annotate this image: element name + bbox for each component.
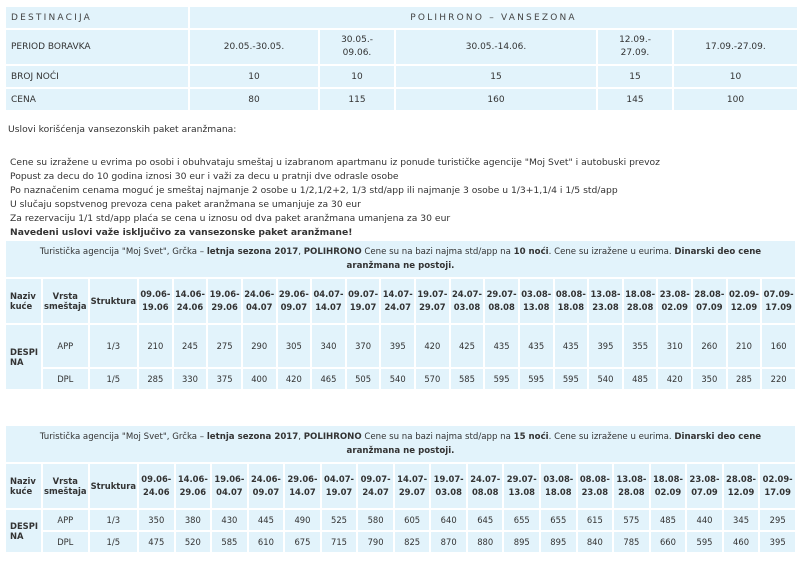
period-header: 29.07-13.08 bbox=[504, 464, 539, 508]
price-cell: 870 bbox=[431, 532, 466, 552]
price-cell: 505 bbox=[347, 369, 380, 389]
price-cell: 440 bbox=[687, 510, 722, 530]
price-cell: 210 bbox=[139, 325, 172, 367]
period-header: 04.07-19.07 bbox=[322, 464, 357, 508]
price-cell: 655 bbox=[541, 510, 576, 530]
period-header: 19.06-29.06 bbox=[208, 279, 241, 323]
period-header: 14.06-29.06 bbox=[176, 464, 211, 508]
caption-part: Turistička agencija "Moj Svet", Grčka – bbox=[39, 247, 207, 257]
price-row bbox=[6, 369, 795, 389]
price-cell: 640 bbox=[431, 510, 466, 530]
caption-part: 10 noći bbox=[513, 247, 549, 257]
period-header: 08.08-18.08 bbox=[555, 279, 588, 323]
price-cell: 595 bbox=[485, 369, 518, 389]
price-cell: 210 bbox=[728, 325, 761, 367]
price-cell: 895 bbox=[504, 532, 539, 552]
structure: 1/5 bbox=[90, 369, 137, 389]
period-header: 24.07-03.08 bbox=[451, 279, 484, 323]
price-cell: 570 bbox=[416, 369, 449, 389]
price-cell: 645 bbox=[468, 510, 503, 530]
table-caption bbox=[6, 426, 795, 462]
price-row bbox=[6, 89, 797, 110]
price-cell: 220 bbox=[762, 369, 795, 389]
price-cell: 420 bbox=[658, 369, 691, 389]
price-cell: 160 bbox=[396, 89, 596, 110]
price-cell: 245 bbox=[174, 325, 207, 367]
period-header: 03.08-18.08 bbox=[541, 464, 576, 508]
period-header: 18.08-28.08 bbox=[624, 279, 657, 323]
price-cell: 100 bbox=[674, 89, 797, 110]
price-cell: 435 bbox=[555, 325, 588, 367]
price-table-15-nights bbox=[4, 424, 797, 554]
price-cell: 785 bbox=[614, 532, 649, 552]
period-header: 14.07-29.07 bbox=[395, 464, 430, 508]
price-cell: 370 bbox=[347, 325, 380, 367]
period-header: 29.06-14.07 bbox=[285, 464, 320, 508]
caption-part: letnja sezona 2017 bbox=[206, 432, 299, 442]
price-table-10-nights bbox=[4, 239, 797, 391]
price-cell: 345 bbox=[724, 510, 759, 530]
price-cell: 580 bbox=[358, 510, 393, 530]
price-cell: 615 bbox=[578, 510, 613, 530]
price-cell: 350 bbox=[139, 510, 174, 530]
price-cell: 160 bbox=[762, 325, 795, 367]
conditions-section bbox=[8, 124, 660, 240]
price-cell: 420 bbox=[278, 369, 311, 389]
price-cell: 585 bbox=[451, 369, 484, 389]
price-cell: 425 bbox=[451, 325, 484, 367]
period-header: 09.07-24.07 bbox=[358, 464, 393, 508]
price-cell: 400 bbox=[243, 369, 276, 389]
accommodation-type: APP bbox=[43, 510, 88, 530]
price-cell: 540 bbox=[589, 369, 622, 389]
condition-item: U slučaju sopstvenog prevoza cena paket aranžmana se umanjuje za 30 eur bbox=[10, 199, 361, 210]
price-cell: 260 bbox=[693, 325, 726, 367]
house-name: DESPINA bbox=[6, 325, 41, 389]
period-header: 24.06-04.07 bbox=[243, 279, 276, 323]
price-cell: 285 bbox=[139, 369, 172, 389]
price-cell: 655 bbox=[504, 510, 539, 530]
price-cell: 840 bbox=[578, 532, 613, 552]
period-cell: 30.05.- 09.06. bbox=[320, 30, 394, 64]
price-cell: 420 bbox=[416, 325, 449, 367]
structure: 1/5 bbox=[90, 532, 137, 552]
price-cell: 540 bbox=[381, 369, 414, 389]
price-cell: 375 bbox=[208, 369, 241, 389]
period-header: 13.08-28.08 bbox=[614, 464, 649, 508]
price-cell: 790 bbox=[358, 532, 393, 552]
caption-part: Cene su na bazi najma std/app na bbox=[361, 432, 514, 442]
period-header: 19.07-03.08 bbox=[431, 464, 466, 508]
nights-cell: 15 bbox=[396, 66, 596, 87]
period-header: 19.06-04.07 bbox=[212, 464, 247, 508]
period-header: 14.06-24.06 bbox=[174, 279, 207, 323]
price-cell: 880 bbox=[468, 532, 503, 552]
price-cell: 825 bbox=[395, 532, 430, 552]
accommodation-type: DPL bbox=[43, 532, 88, 552]
col-structure: Struktura bbox=[90, 279, 137, 323]
period-header: 24.06-09.07 bbox=[249, 464, 284, 508]
caption-part: . Cene su izražene u eurima. bbox=[548, 432, 675, 442]
period-header: 07.09-17.09 bbox=[762, 279, 795, 323]
price-cell: 350 bbox=[693, 369, 726, 389]
price-cell: 485 bbox=[651, 510, 686, 530]
period-header: 09.07-19.07 bbox=[347, 279, 380, 323]
price-cell: 475 bbox=[139, 532, 174, 552]
caption-part: , bbox=[298, 432, 304, 442]
price-cell: 80 bbox=[190, 89, 318, 110]
caption-row bbox=[6, 241, 795, 277]
season-summary-table bbox=[4, 5, 799, 112]
price-cell: 460 bbox=[724, 532, 759, 552]
col-accommodation-type: Vrsta smeštaja bbox=[43, 464, 88, 508]
period-header: 29.06-09.07 bbox=[278, 279, 311, 323]
destination-header: DESTINACIJA bbox=[6, 7, 188, 28]
price-cell: 285 bbox=[728, 369, 761, 389]
structure: 1/3 bbox=[90, 510, 137, 530]
period-header: 18.08-02.09 bbox=[651, 464, 686, 508]
price-cell: 380 bbox=[176, 510, 211, 530]
price-cell: 305 bbox=[278, 325, 311, 367]
header-row bbox=[6, 464, 795, 508]
period-header: 09.06-24.06 bbox=[139, 464, 174, 508]
price-cell: 430 bbox=[212, 510, 247, 530]
nights-cell: 10 bbox=[190, 66, 318, 87]
period-header: 23.08-07.09 bbox=[687, 464, 722, 508]
period-row bbox=[6, 30, 797, 64]
period-header: 14.07-24.07 bbox=[381, 279, 414, 323]
price-cell: 575 bbox=[614, 510, 649, 530]
price-cell: 715 bbox=[322, 532, 357, 552]
caption-part: Dinarski deo cene aranžmana ne postoji. bbox=[346, 247, 762, 271]
price-cell: 895 bbox=[541, 532, 576, 552]
period-header: 02.09-12.09 bbox=[728, 279, 761, 323]
caption-part: . Cene su izražene u eurima. bbox=[548, 247, 675, 257]
price-cell: 595 bbox=[520, 369, 553, 389]
period-header: 02.09-17.09 bbox=[760, 464, 795, 508]
caption-part: Dinarski deo cene aranžmana ne postoji. bbox=[346, 432, 762, 456]
header-row bbox=[6, 279, 795, 323]
accommodation-type: APP bbox=[43, 325, 88, 367]
price-cell: 435 bbox=[485, 325, 518, 367]
price-cell: 490 bbox=[285, 510, 320, 530]
col-structure: Struktura bbox=[90, 464, 137, 508]
price-cell: 605 bbox=[395, 510, 430, 530]
structure: 1/3 bbox=[90, 325, 137, 367]
price-cell: 595 bbox=[687, 532, 722, 552]
destination-name: POLIHRONO – VANSEZONA bbox=[190, 7, 797, 28]
nights-row bbox=[6, 66, 797, 87]
caption-part: , bbox=[298, 247, 304, 257]
condition-item: Za rezervaciju 1/1 std/app plaća se cena u iznosu od dva paket aranžmana umanjena za 30 eur bbox=[10, 213, 451, 224]
price-row bbox=[6, 325, 795, 367]
caption-part: Turistička agencija "Moj Svet", Grčka – bbox=[39, 432, 207, 442]
price-cell: 525 bbox=[322, 510, 357, 530]
price-cell: 145 bbox=[598, 89, 672, 110]
accommodation-type: DPL bbox=[43, 369, 88, 389]
nights-cell: 15 bbox=[598, 66, 672, 87]
price-cell: 355 bbox=[624, 325, 657, 367]
price-cell: 395 bbox=[760, 532, 795, 552]
period-header: 23.08-02.09 bbox=[658, 279, 691, 323]
period-header: 13.08-23.08 bbox=[589, 279, 622, 323]
price-cell: 675 bbox=[285, 532, 320, 552]
period-header: 28.08-12.09 bbox=[724, 464, 759, 508]
price-row bbox=[6, 532, 795, 552]
conditions-title: Uslovi korišćenja vansezonskih paket aranžmana: bbox=[8, 124, 237, 135]
row-label: CENA bbox=[6, 89, 188, 110]
price-cell: 610 bbox=[249, 532, 284, 552]
price-cell: 290 bbox=[243, 325, 276, 367]
price-cell: 310 bbox=[658, 325, 691, 367]
price-cell: 445 bbox=[249, 510, 284, 530]
conditions-note: Navedeni uslovi važe isključivo za vansezonske paket aranžmane! bbox=[10, 227, 353, 238]
caption-row bbox=[6, 426, 795, 462]
period-header: 29.07-08.08 bbox=[485, 279, 518, 323]
caption-part: POLIHRONO bbox=[303, 432, 362, 442]
conditions-list bbox=[8, 156, 660, 226]
caption-part: Cene su na bazi najma std/app na bbox=[361, 247, 514, 257]
condition-item: Popust za decu do 10 godina iznosi 30 eur i važi za decu u pratnji dve odrasle osobe bbox=[10, 171, 399, 182]
price-cell: 660 bbox=[651, 532, 686, 552]
period-header: 19.07-29.07 bbox=[416, 279, 449, 323]
condition-item: Cene su izražene u evrima po osobi i obuhvataju smeštaj u izabranom apartmanu iz ponude turističke agencije "Moj Svet" i autobuski prevoz bbox=[10, 157, 661, 168]
price-cell: 595 bbox=[555, 369, 588, 389]
col-house-name: Naziv kuće bbox=[6, 279, 41, 323]
condition-item: Po naznačenim cenama moguć je smeštaj najmanje 2 osobe u 1/2,1/2+2, 1/3 std/app ili najmanje 3 osobe u 1/3+1,1/4 i 1/5 std/app bbox=[10, 185, 618, 196]
caption-part: POLIHRONO bbox=[303, 247, 362, 257]
summary-header-row bbox=[6, 7, 797, 28]
house-name: DESPINA bbox=[6, 510, 41, 552]
caption-part: letnja sezona 2017 bbox=[206, 247, 299, 257]
period-cell: 17.09.-27.09. bbox=[674, 30, 797, 64]
price-cell: 485 bbox=[624, 369, 657, 389]
caption-part: 15 noći bbox=[513, 432, 549, 442]
row-label: BROJ NOĆI bbox=[6, 66, 188, 87]
period-header: 28.08-07.09 bbox=[693, 279, 726, 323]
price-cell: 275 bbox=[208, 325, 241, 367]
price-cell: 395 bbox=[589, 325, 622, 367]
period-header: 09.06-19.06 bbox=[139, 279, 172, 323]
price-row bbox=[6, 510, 795, 530]
period-header: 08.08-23.08 bbox=[578, 464, 613, 508]
col-accommodation-type: Vrsta smeštaja bbox=[43, 279, 88, 323]
nights-cell: 10 bbox=[674, 66, 797, 87]
period-header: 24.07-08.08 bbox=[468, 464, 503, 508]
col-house-name: Naziv kuće bbox=[6, 464, 41, 508]
price-cell: 330 bbox=[174, 369, 207, 389]
table-caption bbox=[6, 241, 795, 277]
price-cell: 340 bbox=[312, 325, 345, 367]
period-header: 04.07-14.07 bbox=[312, 279, 345, 323]
price-cell: 395 bbox=[381, 325, 414, 367]
price-cell: 465 bbox=[312, 369, 345, 389]
period-cell: 30.05.-14.06. bbox=[396, 30, 596, 64]
period-cell: 12.09.- 27.09. bbox=[598, 30, 672, 64]
row-label: PERIOD BORAVKA bbox=[6, 30, 188, 64]
price-cell: 435 bbox=[520, 325, 553, 367]
nights-cell: 10 bbox=[320, 66, 394, 87]
period-cell: 20.05.-30.05. bbox=[190, 30, 318, 64]
price-cell: 115 bbox=[320, 89, 394, 110]
price-cell: 295 bbox=[760, 510, 795, 530]
period-header: 03.08-13.08 bbox=[520, 279, 553, 323]
price-cell: 520 bbox=[176, 532, 211, 552]
price-cell: 585 bbox=[212, 532, 247, 552]
